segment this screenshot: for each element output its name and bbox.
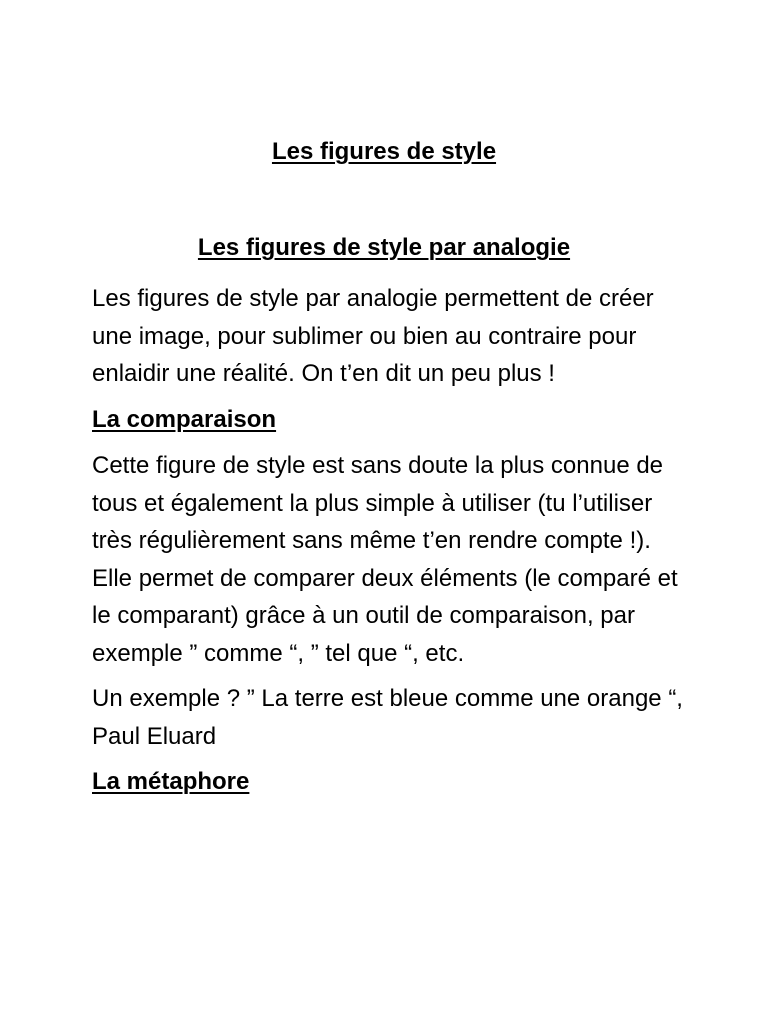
section-title xyxy=(0,234,768,262)
intro-paragraph: Les figures de style par analogie permettent de créer une image, pour sublimer ou bien au contraire pour enlaidir une réalité. On t’en dit un peu plus ! xyxy=(92,285,654,387)
comparaison-heading xyxy=(92,401,692,439)
section-title-text: Les figures de style par analogie xyxy=(197,234,571,261)
document-body xyxy=(92,280,692,810)
page-title xyxy=(0,138,768,166)
comparaison-heading-text: La comparaison xyxy=(92,405,277,433)
comparaison-paragraph: Cette figure de style est sans doute la plus connue de tous et également la plus simple à utiliser (tu l’utiliser très régulièrement sans même t’en rendre compte !). Elle permet de comparer deux éléments (le comparé et le comparant) grâce à un outil de comparaison, par exemple ” comme “, ” tel que “, etc. xyxy=(92,452,678,667)
metaphore-heading-text: La métaphore xyxy=(92,768,250,795)
metaphore-heading xyxy=(92,763,692,801)
comparaison-example: Un exemple ? ” La terre est bleue comme une orange “, Paul Eluard xyxy=(92,685,683,750)
page-title-text: Les figures de style xyxy=(271,138,497,165)
